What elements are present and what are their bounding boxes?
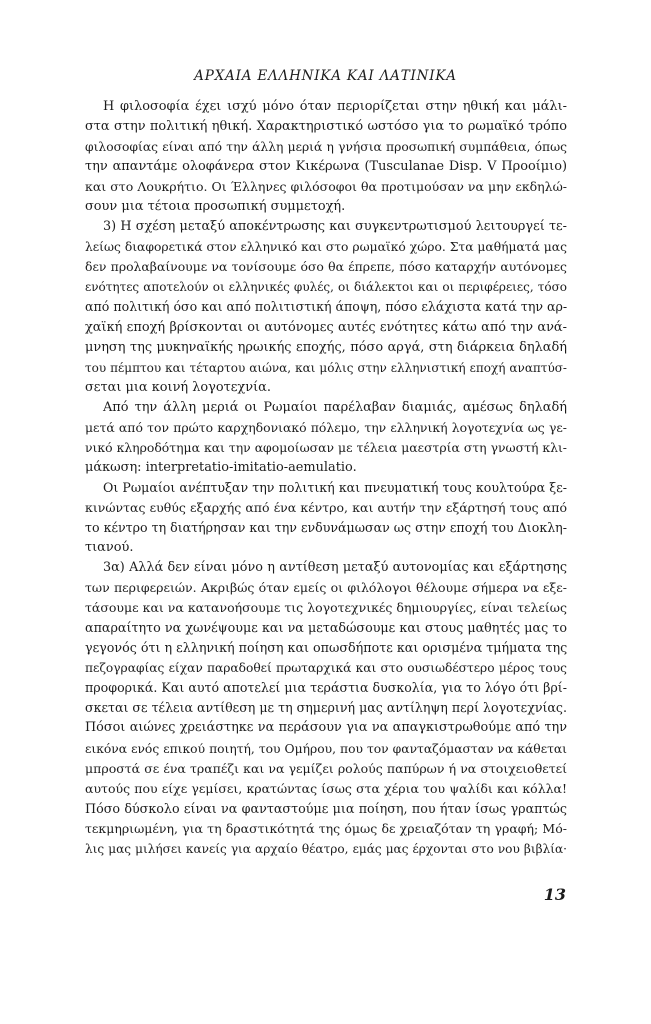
text-line: φιλοσοφίας είναι από την άλλη μεριά η γνήσια προσωπική συμπάθεια, όπως bbox=[85, 140, 567, 155]
text-line: κινώντας ευθύς εξαρχής από ένα κέντρο, και αυτήν την εξάρτησή τους από bbox=[85, 499, 567, 515]
body-text bbox=[85, 97, 567, 859]
text-line: εικόνα ενός επικού ποιητή, του Ομήρου, που τον φανταζόμασταν να κάθεται bbox=[85, 741, 567, 756]
text-line: νικό κληροδότημα και την αφομοίωσαν με τέλεια μαεστρία στη γνωστή κλι- bbox=[85, 439, 567, 455]
text-line: το κέντρο τη διατήρησαν και την ενδυνάμωσαν ως στην εποχή του Διοκλη- bbox=[85, 519, 567, 535]
text-line: Οι Ρωμαίοι ανέπτυξαν την πολιτική και πνευματική τους κουλτούρα ξε- bbox=[103, 479, 567, 495]
text-line: λείως διαφορετικά στον ελληνικό και στο ρωμαϊκό χώρο. Στα μαθήματά μας bbox=[85, 240, 567, 255]
text-line: προφορικά. Και αυτό αποτελεί μια τεράστια δυσκολία, για το λόγο ότι βρί- bbox=[85, 680, 567, 696]
text-line: σεται μια κοινή λογοτεχνία. bbox=[85, 379, 271, 395]
text-line: απαραίτητο να χωνέψουμε και να μεταδώσουμε και στους μαθητές μας το bbox=[85, 620, 567, 636]
text-line: δεν προλαβαίνουμε να τονίσουμε όσο θα έπρεπε, πόσο καταρχήν αυτόνομες bbox=[85, 259, 567, 275]
text-line: πεζογραφίας είχαν παραδοθεί πρωταρχικά και στο ουσιωδέστερο μέρος τους bbox=[85, 661, 567, 676]
text-line: μνηση της μυκηναϊκής ηρωικής εποχής, πόσο αργά, στη διάρκεια δηλαδή bbox=[85, 339, 567, 355]
text-line: σκεται σε τέλεια αντίθεση με τη σημερινή μας αντίληψη περί λογοτεχνίας. bbox=[85, 700, 567, 716]
text-line: των περιφερειών. Ακριβώς όταν εμείς οι φιλόλογοι θέλουμε σήμερα να εξε- bbox=[85, 580, 567, 596]
text-line: τεκμηριωμένη, για τη δραστικότητά της όμως δε χρειαζόταν τη γραφή; Μό- bbox=[85, 820, 567, 836]
running-head: ΑΡΧΑΙΑ ΕΛΛΗΝΙΚΑ ΚΑΙ ΛΑΤΙΝΙΚΑ bbox=[194, 68, 457, 84]
text-line: χαϊκή εποχή βρίσκονται οι αυτόνομες αυτές ενότητες κάτω από την ανά- bbox=[85, 319, 567, 335]
text-line: Πόσοι αιώνες χρειάστηκε να περάσουν για να απαγκιστρωθούμε από την bbox=[85, 720, 567, 736]
text-line: 3) Η σχέση μεταξύ αποκέντρωσης και συγκεντρωτισμού λειτουργεί τε- bbox=[103, 219, 567, 235]
text-line: μπροστά σε ένα τραπέζι και να γεμίζει ρολούς παπύρων ή να στοιχειοθετεί bbox=[85, 760, 567, 776]
text-line: τιανού. bbox=[85, 540, 134, 556]
text-line: Από την άλλη μεριά οι Ρωμαίοι παρέλαβαν διαμιάς, αμέσως δηλαδή bbox=[103, 399, 567, 415]
text-line: 3α) Αλλά δεν είναι μόνο η αντίθεση μεταξύ αυτονομίας και εξάρτησης bbox=[103, 560, 567, 576]
text-line: από πολιτική όσο και από πολιτιστική άποψη, πόσο ελάχιστα κατά την αρ- bbox=[85, 299, 567, 315]
text-line: αυτούς που είχε γεμίσει, κρατώντας ίσως στα χέρια του ψαλίδι και κόλλα! bbox=[85, 780, 567, 796]
page-number: 13 bbox=[543, 885, 566, 904]
text-line: του πέμπτου και τέταρτου αιώνα, και μόλις στην ελληνιστική εποχή αναπτύσ- bbox=[85, 360, 567, 375]
text-line: γεγονός ότι η ελληνική ποίηση και οπωσδήποτε και ορισμένα τμήματα της bbox=[85, 640, 567, 656]
text-line: μετά από τον πρώτο καρχηδονιακό πόλεμο, την ελληνική λογοτεχνία ως γε- bbox=[85, 419, 567, 435]
text-line: Πόσο δύσκολο είναι να φανταστούμε μια ποίηση, που ήταν ίσως γραπτώς bbox=[85, 800, 567, 816]
text-line: και στο Λουκρήτιο. Οι Έλληνες φιλόσοφοι θα προτιμούσαν να μην εκδηλώ- bbox=[85, 179, 567, 195]
text-line: ενότητες αποτελούν οι ελληνικές φυλές, οι διάλεκτοι και οι περιφέρειες, τόσο bbox=[85, 280, 567, 295]
text-line: Η φιλοσοφία έχει ισχύ μόνο όταν περιορίζεται στην ηθική και μάλι- bbox=[103, 99, 567, 114]
text-line: στα στην πολιτική ηθική. Χαρακτηριστικό ωστόσο για το ρωμαϊκό τρόπο bbox=[85, 119, 567, 135]
text-line: σουν μια τέτοια προσωπική συμμετοχή. bbox=[85, 199, 346, 215]
text-line: λις μας μιλήσει κανείς για αρχαίο θέατρο, εμάς μας έρχονται στο νου βιβλία· bbox=[85, 841, 567, 856]
text-line: τάσουμε και να κατανοήσουμε τις λογοτεχνικές δημιουργίες, είναι τελείως bbox=[85, 600, 567, 616]
text-line: την απαντάμε ολοφάνερα στον Κικέρωνα (Tusculanae Disp. V Προοίμιο) bbox=[85, 159, 567, 175]
text-line: μάκωση: interpretatio-imitatio-aemulatio. bbox=[85, 459, 357, 475]
